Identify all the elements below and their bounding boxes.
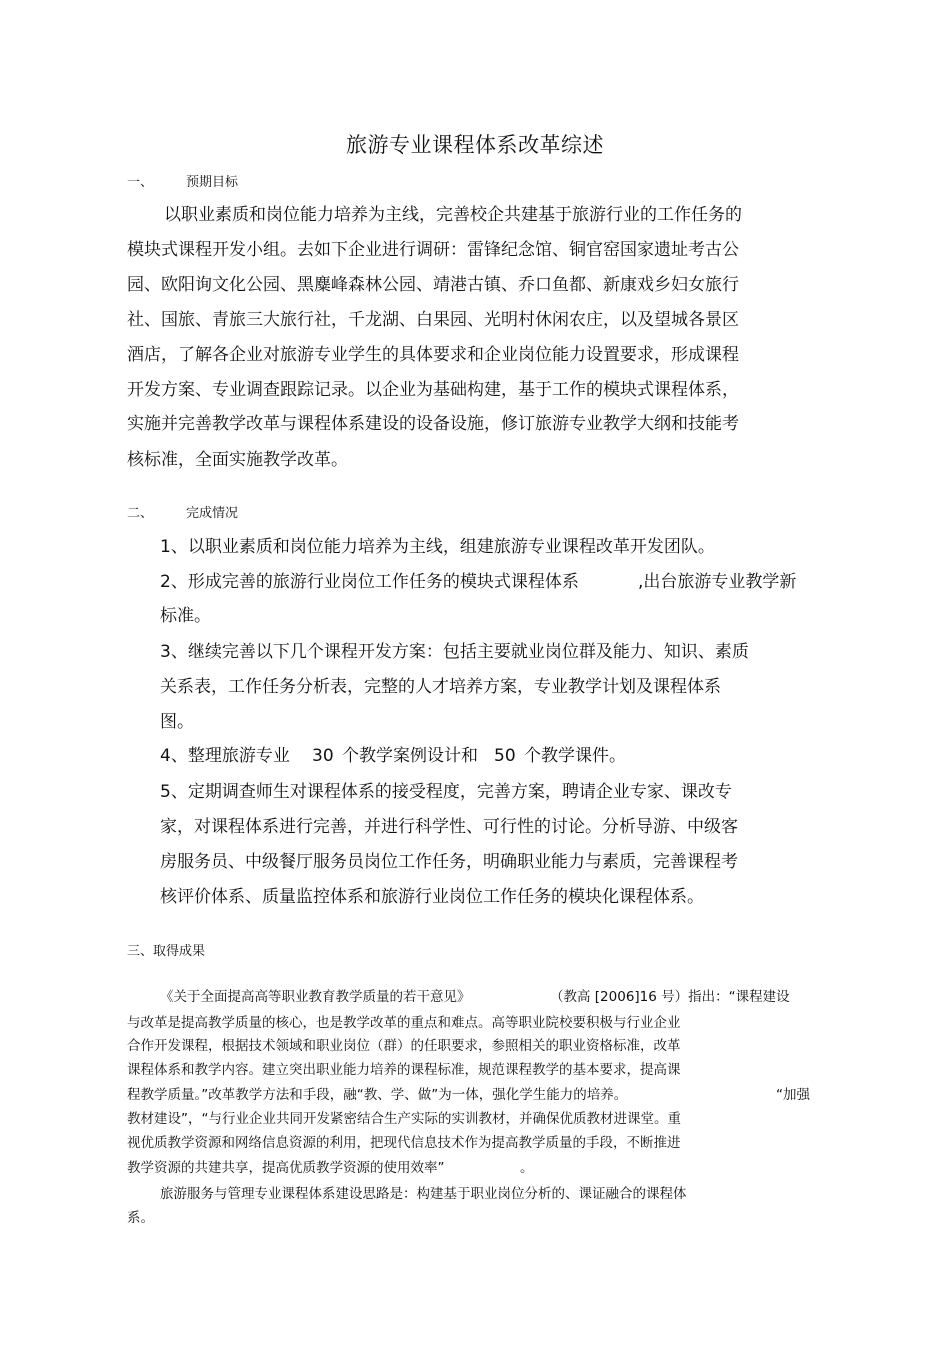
- section3-para1-cont: （教高 [2006]16 号）指出：“课程建设: [550, 989, 790, 1005]
- section2-item-3-line: 关系表，工作任务分析表，完整的人才培养方案，专业教学计划及课程体系: [160, 677, 721, 697]
- section2-number: 二、: [127, 506, 154, 521]
- section1-line: 以职业素质和岗位能力培养为主线，完善校企共建基于旅游行业的工作任务的: [164, 205, 742, 225]
- section3-line: 教学资源的共建共享，提高优质教学资源的使用效率”: [127, 1160, 445, 1176]
- section1-line: 实施并完善教学改革与课程体系建设的设备设施，修订旅游专业教学大纲和技能考: [127, 414, 739, 434]
- section3-line-end: 。: [520, 1160, 534, 1176]
- section2-item-4-end: 个教学课件。: [524, 746, 626, 766]
- section2-item-2-cont: ,出台旅游专业教学新: [638, 572, 797, 592]
- section3-para1-start: 《关于全面提高高等职业教育教学质量的若干意见》: [160, 989, 471, 1005]
- section2-item-5-line: 房服务员、中级餐厅服务员岗位工作任务，明确职业能力与素质，完善课程考: [160, 852, 738, 872]
- section3-para2-end: 系。: [127, 1210, 154, 1226]
- section1-number: 一、: [127, 175, 154, 190]
- page-title: 旅游专业课程体系改革综述: [346, 133, 604, 157]
- section1-line: 园、欧阳询文化公园、黑麋峰森林公园、靖港古镇、乔口鱼都、新康戏乡妇女旅行: [127, 275, 739, 295]
- section1-line: 社、国旅、青旅三大旅行社，千龙湖、白果园、光明村休闲农庄，以及望城各景区: [127, 310, 739, 330]
- section2-item-5: 5、定期调查师生对课程体系的接受程度，完善方案，聘请企业专家、课改专: [160, 782, 732, 802]
- section3-line: 教材建设”，“与行业企业共同开发紧密结合生产实际的实训教材，并确保优质教材进课堂。重: [127, 1111, 681, 1127]
- section2-item-4-mid: 个教学案例设计和: [342, 746, 478, 766]
- section2-item-2-end: 标准。: [160, 606, 211, 626]
- section1-heading: 预期目标: [186, 175, 239, 190]
- section3-line: 与改革是提高教学质量的核心，也是教学改革的重点和难点。高等职业院校要积极与行业企业: [127, 1015, 681, 1031]
- section3-line: 视优质教学资源和网络信息资源的利用，把现代信息技术作为提高教学质量的手段，不断推进: [127, 1135, 681, 1151]
- section3-heading: 三、取得成果: [127, 944, 206, 959]
- section1-line: 模块式课程开发小组。去如下企业进行调研：雷锋纪念馆、铜官窑国家遗址考古公: [127, 240, 739, 260]
- section3-line: 合作开发课程，根据技术领域和职业岗位（群）的任职要求，参照相关的职业资格标准，改革: [127, 1038, 681, 1054]
- section2-item-2: 2、形成完善的旅游行业岗位工作任务的模块式课程体系: [160, 572, 579, 592]
- section2-heading: 完成情况: [186, 506, 239, 521]
- section2-item-3: 3、继续完善以下几个课程开发方案：包括主要就业岗位群及能力、知识、素质: [160, 642, 749, 662]
- section2-item-4: 4、整理旅游专业: [160, 746, 290, 766]
- section3-line: 程教学质量。”改革教学方法和手段，融“教、学、做”为一体，强化学生能力的培养。: [127, 1087, 628, 1103]
- section2-item-3-line: 图。: [160, 712, 194, 732]
- section2-item-4-count-a: 30: [312, 746, 334, 766]
- section2-item-5-line: 家，对课程体系进行完善，并进行科学性、可行性的讨论。分析导游、中级客: [160, 817, 738, 837]
- section3-para2: 旅游服务与管理专业课程体系建设思路是：构建基于职业岗位分析的、课证融合的课程体: [160, 1186, 687, 1202]
- section3-line: 课程体系和教学内容。建立突出职业能力培养的课程标准，规范课程教学的基本要求，提高课: [127, 1062, 681, 1078]
- section2-item-5-line: 核评价体系、质量监控体系和旅游行业岗位工作任务的模块化课程体系。: [160, 887, 704, 907]
- section1-line: 核标准，全面实施教学改革。: [127, 450, 348, 470]
- section1-line: 酒店，了解各企业对旅游专业学生的具体要求和企业岗位能力设置要求，形成课程: [127, 345, 739, 365]
- section3-line-quote: “加强: [776, 1087, 810, 1103]
- section2-item-1: 1、以职业素质和岗位能力培养为主线，组建旅游专业课程改革开发团队。: [160, 537, 715, 557]
- section2-item-4-count-b: 50: [494, 746, 516, 766]
- section1-line: 开发方案、专业调查跟踪记录。以企业为基础构建，基于工作的模块式课程体系，: [127, 380, 739, 400]
